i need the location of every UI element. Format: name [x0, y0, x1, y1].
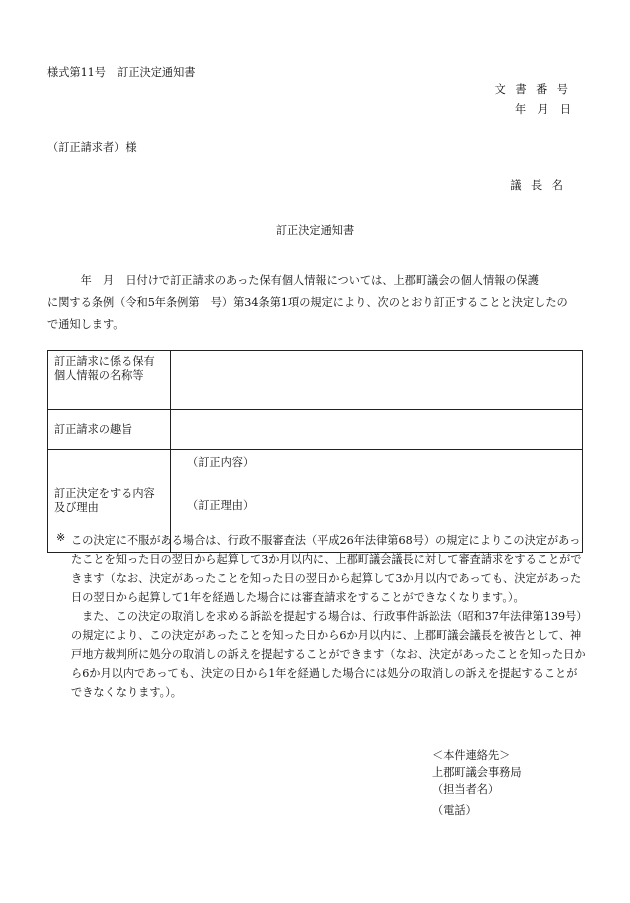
note	[71, 531, 586, 702]
form-label: 様式第11号 訂正決定通知書	[47, 66, 196, 79]
body-paragraph	[47, 270, 587, 336]
table-row	[48, 351, 583, 410]
contact-heading: ＜本件連絡先＞	[432, 749, 511, 762]
document-date: 年 月 日	[515, 103, 571, 116]
correction-content-label: （訂正内容）	[187, 456, 255, 469]
correction-reason-label: （訂正理由）	[187, 499, 255, 512]
contact-person: （担当者名）	[432, 783, 500, 796]
table-cell	[171, 410, 583, 450]
table-row	[48, 410, 583, 450]
correction-table	[47, 350, 583, 553]
recipient: （訂正請求者）様	[47, 141, 137, 154]
body-line: に関する条例（令和5年条例第 号）第34条第1項の規定により、次のとおり訂正することと決定したの	[47, 296, 568, 309]
document-number: 文 書 番 号	[494, 83, 571, 96]
contact-phone: （電話）	[432, 804, 477, 817]
contact-office: 上郡町議会事務局	[432, 766, 522, 779]
note-paragraph: この決定に不服がある場合は、行政不服審査法（平成26年法律第68号）の規定によりこの決定があったことを知った日の翌日から起算して3か月以内に、上郡町議会議長に対して審査請求をすることができます（なお、決定があったことを知った日の翌日から起算して3か月以内であっても、決定があった日の翌日から起算して1年を経過した場合には審査請求をすることができなくなります。）。	[71, 534, 582, 604]
table-label: 訂正決定をする内容及び理由	[48, 450, 171, 553]
note-mark: ※	[56, 531, 66, 544]
document-title: 訂正決定通知書	[275, 224, 355, 237]
table-label: 訂正請求に係る保有個人情報の名称等	[48, 351, 171, 410]
contact-block	[432, 747, 522, 819]
body-line: 年 月 日付けで訂正請求のあった保有個人情報については、上郡町議会の個人情報の保護	[47, 274, 539, 287]
table-label: 訂正請求の趣旨	[48, 410, 171, 450]
note-paragraph: また、この決定の取消しを求める訴訟を提起する場合は、行政事件訴訟法（昭和37年法律第139号）の規定により、この決定があったことを知った日から6か月以内に、上郡町議会議長を被告として、神戸地方裁判所に処分の取消しの訴えを提起することができます（なお、決定があったことを知った日から6か月以内であっても、決定の日から1年を経過した場合には処分の取消しの訴えを提起することができなくなります。）。	[71, 610, 586, 699]
table-cell	[171, 351, 583, 410]
body-line: で通知します。	[47, 318, 125, 331]
sender-name: 議 長 名	[510, 179, 566, 192]
